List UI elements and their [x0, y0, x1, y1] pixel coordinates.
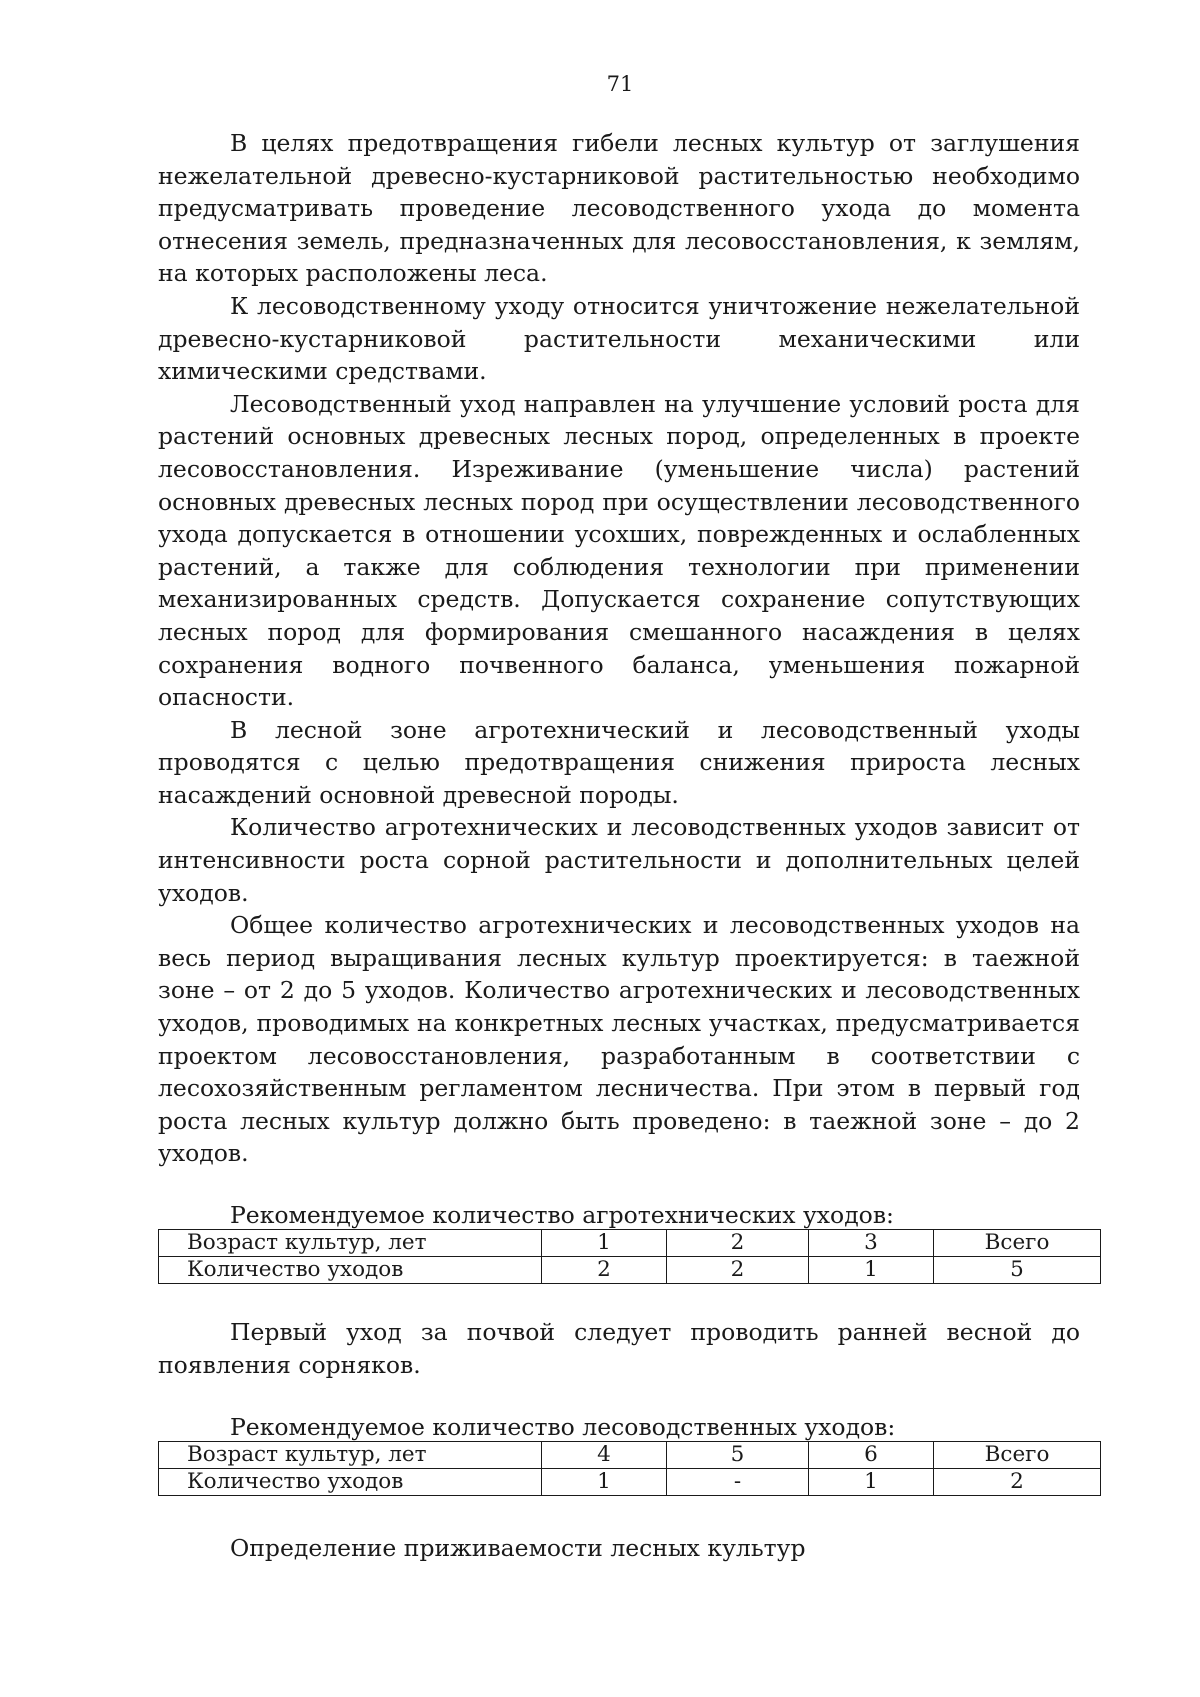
- table-cell: 3: [809, 1230, 934, 1257]
- table-cell: 6: [809, 1442, 934, 1469]
- table-cell: -: [667, 1469, 809, 1496]
- table-cell: 2: [934, 1469, 1101, 1496]
- table-cell: 5: [934, 1257, 1101, 1284]
- table-cell: Количество уходов: [159, 1469, 542, 1496]
- table-cell: 2: [542, 1257, 667, 1284]
- table-cell: 1: [809, 1469, 934, 1496]
- document-body: [158, 127, 1080, 1565]
- table-cell: Возраст культур, лет: [159, 1442, 542, 1469]
- section-title: Определение приживаемости лесных культур: [230, 1534, 806, 1563]
- table-row: [159, 1230, 1101, 1257]
- paragraph: К лесоводственному уходу относится уничтожение нежелательной древесно-кустарниковой растительности механическими или химическими средствами.: [158, 291, 1080, 386]
- page-number: 71: [606, 72, 634, 96]
- paragraph: Количество агротехнических и лесоводственных уходов зависит от интенсивности роста сорной растительности и дополнительных целей уходов.: [158, 813, 1080, 907]
- table-cell: Всего: [934, 1442, 1101, 1469]
- table-cell: Всего: [934, 1230, 1101, 1257]
- agro-care-table: [158, 1229, 1101, 1284]
- table-cell: 5: [667, 1442, 809, 1469]
- table-row: [159, 1469, 1101, 1496]
- table-cell: Возраст культур, лет: [159, 1230, 542, 1257]
- forest-table-caption: Рекомендуемое количество лесоводственных уходов:: [230, 1413, 896, 1442]
- spacer: [158, 1496, 1080, 1532]
- table-cell: 1: [542, 1230, 667, 1257]
- spacer: [158, 1284, 1080, 1316]
- table-cell: 2: [667, 1257, 809, 1284]
- table-cell: 1: [809, 1257, 934, 1284]
- table-row: [159, 1442, 1101, 1469]
- paragraph: В лесной зоне агротехнический и лесоводственный уходы проводятся с целью предотвращения снижения прироста лесных насаждений основной древесной породы.: [158, 715, 1080, 809]
- table-cell: 4: [542, 1442, 667, 1469]
- forest-care-table: [158, 1441, 1101, 1496]
- agro-table-caption: Рекомендуемое количество агротехнических уходов:: [230, 1201, 894, 1229]
- spacer: [158, 1170, 1080, 1201]
- paragraph: Общее количество агротехнических и лесоводственных уходов на весь период выращивания лесных культур проектируется: в таежной зоне – от 2 до 5 уходов. Количество агротехнических и лесоводственных уходов, проводимых на конкретных лесных участках, предусматривается проектом лесовосстановления, разработанным в соответствии с лесохозяйственным регламентом лесничества. При этом в первый год роста лесных культур должно быть проведено: в таежной зоне – до 2 уходов.: [158, 911, 1080, 1168]
- spacer: [158, 1381, 1080, 1413]
- paragraph: Лесоводственный уход направлен на улучшение условий роста для растений основных древесных лесных пород, определенных в проекте лесовосстановления. Изреживание (уменьшение числа) растений основных древесных лесных пород при осуществлении лесоводственного ухода допускается в отношении усохших, поврежденных и ослабленных растений, а также для соблюдения технологии при применении механизированных средств. Допускается сохранение сопутствующих лесных пород для формирования смешанного насаждения в целях сохранения водного почвенного баланса, уменьшения пожарной опасности.: [158, 389, 1080, 712]
- paragraph: В целях предотвращения гибели лесных культур от заглушения нежелательной древесно-кустарниковой растительностью необходимо предусматривать проведение лесоводственного ухода до момента отнесения земель, предназначенных для лесовосстановления, к землям, на которых расположены леса.: [158, 129, 1080, 288]
- table-row: [159, 1257, 1101, 1284]
- table-cell: 2: [667, 1230, 809, 1257]
- paragraph: Первый уход за почвой следует проводить ранней весной до появления сорняков.: [158, 1318, 1080, 1379]
- table-cell: 1: [542, 1469, 667, 1496]
- table-cell: Количество уходов: [159, 1257, 542, 1284]
